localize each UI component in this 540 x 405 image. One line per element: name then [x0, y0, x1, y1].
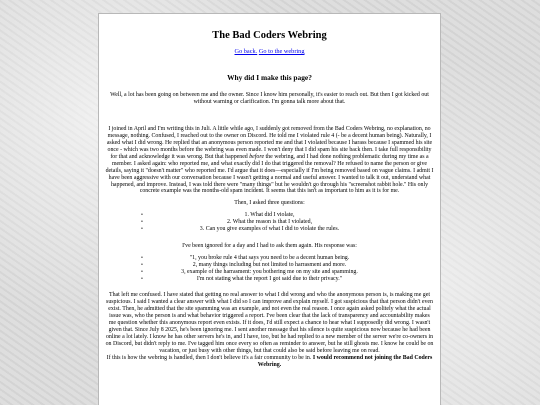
questions-list	[105, 212, 434, 233]
main-content	[98, 13, 441, 405]
bullet-icon: •	[141, 269, 143, 276]
list-item-text: I'm not stating what the report I got said due to their privacy."	[196, 276, 343, 283]
list-item-text: 3. Can you give examples of what I did to violate the rules.	[199, 226, 340, 233]
list-item	[105, 255, 434, 262]
page-title: The Bad Coders Webring	[212, 30, 327, 41]
story-paragraph	[105, 126, 434, 196]
go-back-link[interactable]: Go back.	[234, 48, 258, 55]
bullet-icon: •	[141, 212, 143, 219]
bullet-icon: •	[141, 219, 143, 226]
list-item-text: 1. What did I violate,	[244, 212, 295, 219]
bullet-icon: •	[141, 255, 143, 262]
story-emphasis: before	[249, 153, 265, 160]
list-item	[105, 269, 434, 276]
recommendation-text: I would recommend not joining the Bad Coders Webring.	[257, 354, 433, 368]
ignored-paragraph: I've been ignored for a day and I had to ask them again. His response was:	[182, 243, 357, 250]
closing-paragraph	[105, 292, 434, 368]
bullet-icon: •	[141, 276, 143, 283]
list-item-text: "1, you broke rule 4 that says you need to be a decent human being.	[189, 255, 350, 262]
list-item	[105, 276, 434, 283]
list-item	[105, 212, 434, 219]
bullet-icon: •	[141, 226, 143, 233]
list-item-text: 3, example of the harrasment: you bothering me on my site and spamming.	[181, 269, 358, 276]
story-text-1: I joined in April and I'm writing this in Juli. A little while ago, I suddenly got removed from the Bad Coders Webring, no explanation, no message, nothing. Confused, I reached out to the owner on Discord. He told me I violated rule 4 (- be a decent human being). Naturally, I asked what I did wrong. He replied that an anonymous person reported me and that I violated because I harass because I spammed his site once - which was two months before the webring was even made. I won't deny that I did spam his site back then. I take full responsibility for that and acknowledge it was wrong. But that happened	[106, 125, 433, 160]
closing-final-text: If this is how the webring is handled, then I don't believe it's a fair community to be in.	[106, 354, 313, 361]
nav-links	[105, 48, 434, 55]
bullet-icon: •	[141, 262, 143, 269]
go-to-webring-link[interactable]: Go to the webring	[258, 48, 305, 55]
list-item-text: 2. What the reason is that I violated,	[226, 219, 313, 226]
list-item	[105, 226, 434, 233]
questions-intro: Then, I asked three questions:	[234, 200, 305, 207]
response-list	[105, 255, 434, 283]
story-text-2: the webring, and I had done nothing problematic during my time as a member. I asked again: who reported me, and what exactly did I do that triggered the removal? He refused to name the person or give details, saying it "doesn't matter" who reported me. I'd argue that it does—especially if I'm being removed based on vague claims. I admit I have been aggressive with our conversation because I wasn't getting a normal and useful answer. I wanted to talk it out, understand what happened, and improve. Instead, I was told there were "many things" but he wouldn't go through his "screenshot rabbit hole." His only concrete example was the months-old spam incident. It seems that this isn't as important to him as it is for me.	[105, 153, 434, 195]
section-heading: Why did I make this page?	[227, 73, 312, 82]
list-item-text: 2, many things including but not limited to harrasment and more.	[192, 262, 347, 269]
closing-text: That left me confused. I have stated that getting no real answer to what I did wrong and who the anonymous person is, is making me get suspicious. I said I wanted a clear answer with what I did so I can improve and explain myself. I got suspicious that that person didn't even exist. Then, he admitted that the site spamming was an example, and not even the real reason. I once again asked politely what the actual issue was, who the person is and what behavior triggered a report. I've been clear that the lack of transparency and accountability makes me question whether this anonymous report even exists. If it does, I'd still expect a chance to hear what I supposedly did wrong. I wasn't given that. Since July 8 2025, he's been ignoring me. I sent another message that his silence is quite suspicious now because he had been online a lot lately. I know he has other servers he's in, and I have, too, but he had replied to a new member of the server we're co-owners in on Discord, but didn't reply to me. I've tagged him once every so often as reminder to answer, but he still ghosts me. I know he could be on vacation, or just busy with other things, but that could also be said before leaving me on read.	[105, 292, 434, 354]
intro-paragraph: Well, a lot has been going on between me and the owner. Since I know him personally, it's easier to reach out. But then I got kicked out without warning or clarification. I'm gonna talk more about that.	[110, 92, 429, 105]
